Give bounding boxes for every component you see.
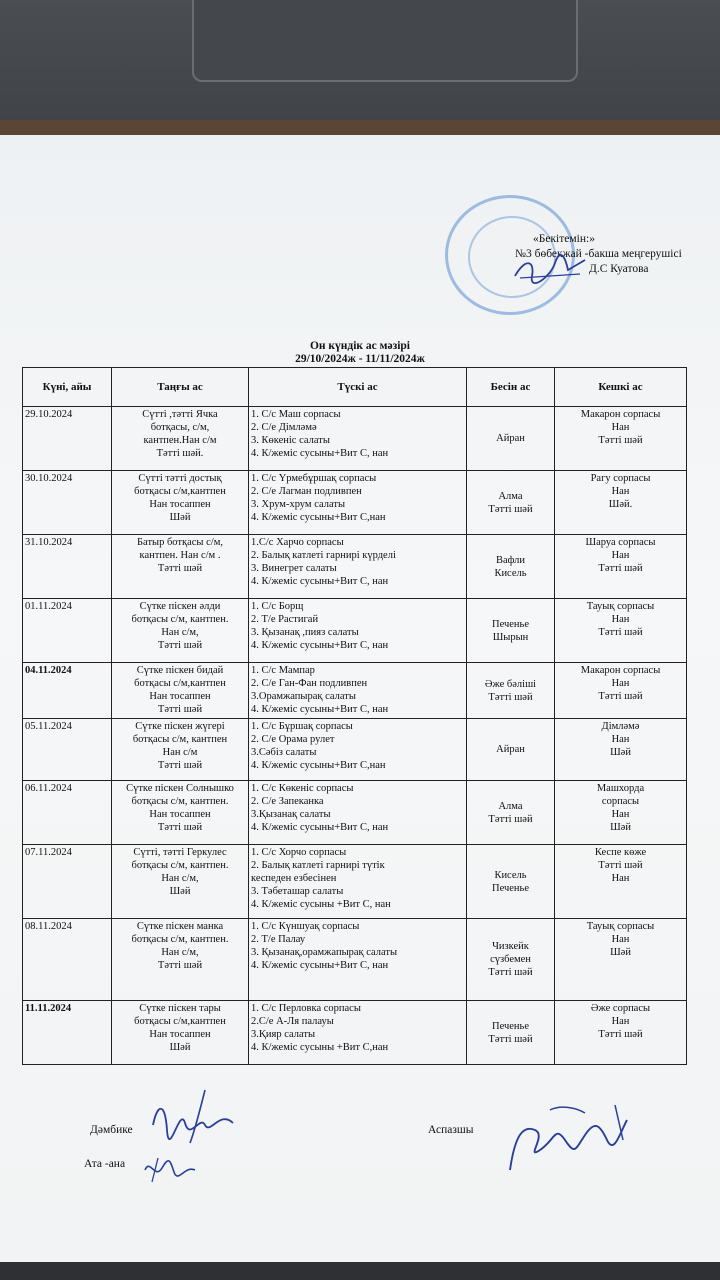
dinner-line: Нан — [611, 934, 630, 945]
lunch-line: 2. С/е Лагман подливпен — [251, 486, 362, 497]
breakfast-line: Нан с/м, — [161, 947, 199, 958]
breakfast-line: Нан с/м, — [161, 627, 199, 638]
cell-snack — [467, 407, 555, 471]
dinner-line: Шәй — [610, 947, 631, 958]
breakfast-line: ботқасы с/м, кантпен. — [131, 934, 229, 945]
lunch-line: 2. С/е Дімләмә — [251, 422, 317, 433]
approval-heading: «Бекітемін:» — [533, 233, 595, 245]
lunch-line: 1. С/с Маш сорпасы — [251, 409, 341, 420]
lunch-line: 2. Т/е Палау — [251, 934, 306, 945]
breakfast-line: Нан тосаппен — [149, 1029, 211, 1040]
dinner-line: Шәй — [610, 822, 631, 833]
cell-breakfast — [112, 599, 249, 663]
date-text: 04.11.2024 — [25, 665, 72, 676]
cell-lunch — [249, 1001, 467, 1065]
breakfast-line: Нан тосаппен — [149, 499, 211, 510]
cell-lunch — [249, 407, 467, 471]
snack-line: Тәтті шәй — [488, 813, 533, 825]
breakfast-line: Нан с/м, — [161, 873, 199, 884]
date-text: 11.11.2024 — [25, 1003, 72, 1014]
cell-snack — [467, 1001, 555, 1065]
lunch-line: 3. Хрум-хрум салаты — [251, 499, 346, 510]
lunch-line: 3.Орамжапырақ салаты — [251, 691, 356, 702]
date-text: 06.11.2024 — [25, 783, 72, 794]
cell-dinner — [555, 535, 687, 599]
snack-line: Әже бәліші — [484, 678, 537, 690]
dinner-line: Дімләмә — [601, 721, 640, 732]
lunch-line: 4. К/жеміс сусыны +Вит С, нан — [251, 899, 391, 910]
cell-date — [23, 407, 112, 471]
lunch-line: 4. К/жеміс сусыны+Вит С, нан — [251, 576, 389, 587]
cell-date — [23, 535, 112, 599]
col-header-date: Күні, айы — [23, 368, 112, 407]
cell-dinner — [555, 919, 687, 1001]
breakfast-line: Тәтті шәй. — [156, 448, 204, 459]
lunch-line: 2. Балық катлеті гарнирі күрделі — [251, 550, 396, 561]
dinner-line: Нан — [611, 1016, 630, 1027]
lunch-line: 1. С/с Мампар — [251, 665, 315, 676]
breakfast-line: ботқасы с/м,кантпен — [134, 1016, 226, 1027]
cook-signature — [495, 1095, 645, 1180]
menu-table-body — [23, 407, 687, 1065]
cell-lunch — [249, 719, 467, 781]
lunch-line: 2. С/е Орама рулет — [251, 734, 335, 745]
lunch-line: 1. С/с Көкеніс сорпасы — [251, 783, 354, 794]
dinner-line: Нан — [611, 678, 630, 689]
table-row — [23, 407, 687, 471]
table-row — [23, 845, 687, 919]
lunch-line: 3. Винегрет салаты — [251, 563, 337, 574]
table-row — [23, 719, 687, 781]
breakfast-line: кантпен. Нан с/м . — [139, 550, 221, 561]
cell-lunch — [249, 599, 467, 663]
cell-date — [23, 663, 112, 719]
snack-line: Айран — [496, 433, 525, 444]
cell-breakfast — [112, 663, 249, 719]
nurse-label: Дәмбике — [90, 1124, 133, 1136]
lunch-line: 4. К/жеміс сусыны+Вит С, нан — [251, 704, 389, 715]
dinner-line: Нан — [611, 550, 630, 561]
desk-bottom — [0, 1262, 720, 1280]
snack-line: Шырын — [492, 631, 529, 643]
table-row — [23, 663, 687, 719]
dinner-line: Нан — [611, 873, 630, 884]
breakfast-line: Сүтке піскен бидай — [136, 665, 224, 676]
breakfast-line: кантпен.Нан с/м — [143, 435, 217, 446]
lunch-line: 4. К/жеміс сусыны+Вит С,нан — [251, 512, 386, 523]
breakfast-line: Нан с/м — [162, 747, 198, 758]
approval-position: №3 бөбекжай -бакша меңгерушісі — [515, 248, 682, 260]
dinner-line: Нан — [611, 422, 630, 433]
cell-dinner — [555, 407, 687, 471]
dinner-line: Макарон сорпасы — [580, 665, 661, 676]
cell-breakfast — [112, 919, 249, 1001]
menu-title-main: Он күндік ас мәзірі — [309, 340, 411, 352]
breakfast-line: Тәтті шәй — [157, 640, 203, 651]
lunch-line: 2. С/е Запеканка — [251, 796, 324, 807]
breakfast-line: Нан тосаппен — [149, 809, 211, 820]
snack-line: Вафли — [495, 554, 526, 566]
col-header-snack: Бесін ас — [467, 368, 555, 407]
cell-dinner — [555, 471, 687, 535]
breakfast-line: ботқасы, с/м, — [150, 422, 210, 433]
breakfast-line: Сүтке піскен манка — [136, 921, 224, 932]
cell-date — [23, 1001, 112, 1065]
nurse-signature — [145, 1085, 240, 1145]
snack-line: Тәтті шәй — [488, 691, 533, 703]
snack-line: Айран — [496, 744, 525, 755]
cell-date — [23, 471, 112, 535]
lunch-line: 3.Қызанақ салаты — [251, 809, 331, 820]
cell-dinner — [555, 663, 687, 719]
col-header-breakfast: Таңғы ас — [112, 368, 249, 407]
dinner-line: Тәтті шәй — [598, 1029, 643, 1040]
breakfast-line: Сүтті тәтті достық — [138, 473, 222, 484]
date-text: 05.11.2024 — [25, 721, 72, 732]
dinner-line: Тауық сорпасы — [586, 601, 655, 612]
table-row — [23, 781, 687, 845]
breakfast-line: Сүтке піскен әлди — [139, 601, 221, 612]
cell-dinner — [555, 845, 687, 919]
snack-line: Кисель — [494, 869, 527, 881]
lunch-line: 1. С/с Борщ — [251, 601, 304, 612]
lunch-line: 4. К/жеміс сусыны +Вит С,нан — [251, 1042, 389, 1053]
breakfast-line: ботқасы с/м, кантпен — [132, 734, 228, 745]
date-text: 01.11.2024 — [25, 601, 72, 612]
snack-line: Тәтті шәй — [488, 967, 533, 978]
cell-snack — [467, 471, 555, 535]
cell-lunch — [249, 535, 467, 599]
cell-breakfast — [112, 471, 249, 535]
lunch-line: 4. К/жеміс сусыны+Вит С, нан — [251, 822, 389, 833]
cell-snack — [467, 535, 555, 599]
date-text: 07.11.2024 — [25, 847, 72, 858]
lunch-line: 1. С/с Перловка сорпасы — [251, 1003, 361, 1014]
lunch-line: 3. Көкеніс салаты — [251, 435, 330, 446]
cell-snack — [467, 919, 555, 1001]
director-signature — [510, 248, 590, 288]
cell-dinner — [555, 1001, 687, 1065]
breakfast-line: Тәтті шәй — [157, 760, 203, 771]
breakfast-line: Шәй — [169, 512, 191, 523]
breakfast-line: Тәтті шәй — [157, 563, 203, 574]
lunch-line: 2. Балық катлеті гарнирі түтік — [251, 860, 385, 871]
table-row — [23, 919, 687, 1001]
breakfast-line: Шәй — [169, 886, 191, 897]
cell-lunch — [249, 919, 467, 1001]
lunch-line: 3. Қызанақ ,пияз салаты — [251, 627, 359, 638]
table-row — [23, 599, 687, 663]
cell-snack — [467, 599, 555, 663]
date-text: 08.11.2024 — [25, 921, 72, 932]
dinner-line: Рагу сорпасы — [590, 473, 651, 484]
lunch-line: 1.С/с Харчо сорпасы — [251, 537, 344, 548]
breakfast-line: Нан тосаппен — [149, 691, 211, 702]
lunch-line: кеспеден езбесінен — [251, 873, 337, 884]
lunch-line: 1. С/с Хорчо сорпасы — [251, 847, 347, 858]
breakfast-line: Сүтті, тәтті Геркулес — [133, 847, 227, 858]
menu-table — [22, 367, 687, 1065]
breakfast-line: Сүтті ,тәтті Ячка — [142, 409, 218, 420]
lunch-line: 4. К/жеміс сусыны+Вит С,нан — [251, 760, 386, 771]
snack-line: Тәтті шәй — [488, 1033, 533, 1045]
breakfast-line: Тәтті шәй — [157, 704, 203, 715]
dinner-line: Тәтті шәй — [598, 860, 643, 871]
dinner-line: Нан — [611, 486, 630, 497]
breakfast-line: ботқасы с/м, кантпен. — [131, 860, 229, 871]
lunch-line: 2. С/е Ган-Фан подливпен — [251, 678, 368, 689]
cell-date — [23, 599, 112, 663]
cell-snack — [467, 845, 555, 919]
parent-label: Ата -ана — [84, 1158, 126, 1170]
date-text: 30.10.2024 — [25, 473, 73, 484]
menu-title — [0, 340, 720, 366]
cell-lunch — [249, 663, 467, 719]
dinner-line: сорпасы — [601, 796, 640, 807]
lunch-line: 3. Тәбеташар салаты — [251, 886, 344, 897]
snack-line: Алма — [498, 800, 523, 812]
breakfast-line: Сүтке піскен тары — [139, 1003, 221, 1014]
dinner-line: Нан — [611, 809, 630, 820]
cell-lunch — [249, 845, 467, 919]
table-header-row — [23, 368, 687, 407]
lunch-line: 1. С/с Үрмебұршақ сорпасы — [251, 473, 377, 484]
parent-signature — [140, 1150, 200, 1185]
table-row — [23, 1001, 687, 1065]
table-row — [23, 471, 687, 535]
cell-dinner — [555, 781, 687, 845]
menu-title-dates: 29/10/2024ж - 11/11/2024ж — [295, 353, 425, 365]
lunch-line: 2.С/е А-Ля палауы — [251, 1016, 334, 1027]
dinner-line: Макарон сорпасы — [580, 409, 661, 420]
breakfast-line: ботқасы с/м,кантпен — [134, 678, 226, 689]
snack-line: Тәтті шәй — [488, 503, 533, 515]
snack-line: Алма — [498, 490, 523, 502]
cell-lunch — [249, 781, 467, 845]
snack-line: Печенье — [492, 1020, 529, 1032]
breakfast-line: ботқасы с/м, кантпен. — [131, 796, 229, 807]
cell-breakfast — [112, 719, 249, 781]
cell-breakfast — [112, 845, 249, 919]
breakfast-line: Сүтке піскен жүгері — [135, 721, 225, 732]
cell-snack — [467, 781, 555, 845]
dinner-line: Тәтті шәй — [598, 563, 643, 574]
snack-line: Печенье — [492, 882, 529, 894]
dinner-line: Нан — [611, 734, 630, 745]
lunch-line: 4. К/жеміс сусыны+Вит С, нан — [251, 960, 389, 971]
dinner-line: Тәтті шәй — [598, 435, 643, 446]
cell-date — [23, 781, 112, 845]
col-header-lunch: Түскі ас — [249, 368, 467, 407]
cell-lunch — [249, 471, 467, 535]
breakfast-line: Батыр ботқасы с/м, — [137, 537, 223, 548]
lunch-line: 4. К/жеміс сусыны+Вит С, нан — [251, 448, 389, 459]
date-text: 29.10.2024 — [25, 409, 73, 420]
breakfast-line: Сүтке піскен Солнышко — [126, 783, 234, 794]
dinner-line: Нан — [611, 614, 630, 625]
snack-line: Чизкейк — [492, 941, 529, 952]
dinner-line: Шәй. — [608, 499, 633, 510]
dinner-line: Машхорда — [596, 783, 645, 794]
cell-breakfast — [112, 1001, 249, 1065]
lunch-line: 1. С/с Күншуақ сорпасы — [251, 921, 360, 932]
cell-date — [23, 919, 112, 1001]
lunch-line: 3. Қызанақ,орамжапырақ салаты — [251, 947, 398, 958]
lunch-line: 4. К/жеміс сусыны+Вит С, нан — [251, 640, 389, 651]
table-row — [23, 535, 687, 599]
cell-breakfast — [112, 781, 249, 845]
breakfast-line: ботқасы с/м, кантпен. — [131, 614, 229, 625]
cell-dinner — [555, 599, 687, 663]
cell-dinner — [555, 719, 687, 781]
lunch-line: 1. С/с Бұршақ сорпасы — [251, 721, 353, 732]
dinner-line: Тәтті шәй — [598, 691, 643, 702]
dinner-line: Әже сорпасы — [590, 1003, 651, 1014]
laptop-trackpad — [192, 0, 578, 82]
dinner-line: Тәтті шәй — [598, 627, 643, 638]
dinner-line: Шаруа сорпасы — [585, 537, 656, 548]
col-header-dinner: Кешкі ас — [555, 368, 687, 407]
breakfast-line: ботқасы с/м,кантпен — [134, 486, 226, 497]
snack-line: Печенье — [492, 618, 529, 630]
breakfast-line: Тәтті шәй — [157, 822, 203, 833]
breakfast-line: Шәй — [169, 1042, 191, 1053]
snack-line: сүзбемен — [490, 954, 531, 965]
cell-snack — [467, 719, 555, 781]
lunch-line: 3.Қияр салаты — [251, 1029, 316, 1040]
snack-line: Кисель — [494, 567, 527, 579]
cell-date — [23, 719, 112, 781]
lunch-line: 3.Сәбіз салаты — [251, 747, 317, 758]
lunch-line: 2. Т/е Растигай — [251, 614, 319, 625]
breakfast-line: Тәтті шәй — [157, 960, 203, 971]
cell-snack — [467, 663, 555, 719]
cook-label: Аспазшы — [428, 1124, 474, 1136]
approval-name: Д.С Куатова — [589, 263, 649, 275]
dinner-line: Кеспе көже — [594, 847, 647, 858]
cell-date — [23, 845, 112, 919]
date-text: 31.10.2024 — [25, 537, 73, 548]
dinner-line: Шәй — [610, 747, 631, 758]
dinner-line: Тауық сорпасы — [586, 921, 655, 932]
cell-breakfast — [112, 407, 249, 471]
cell-breakfast — [112, 535, 249, 599]
